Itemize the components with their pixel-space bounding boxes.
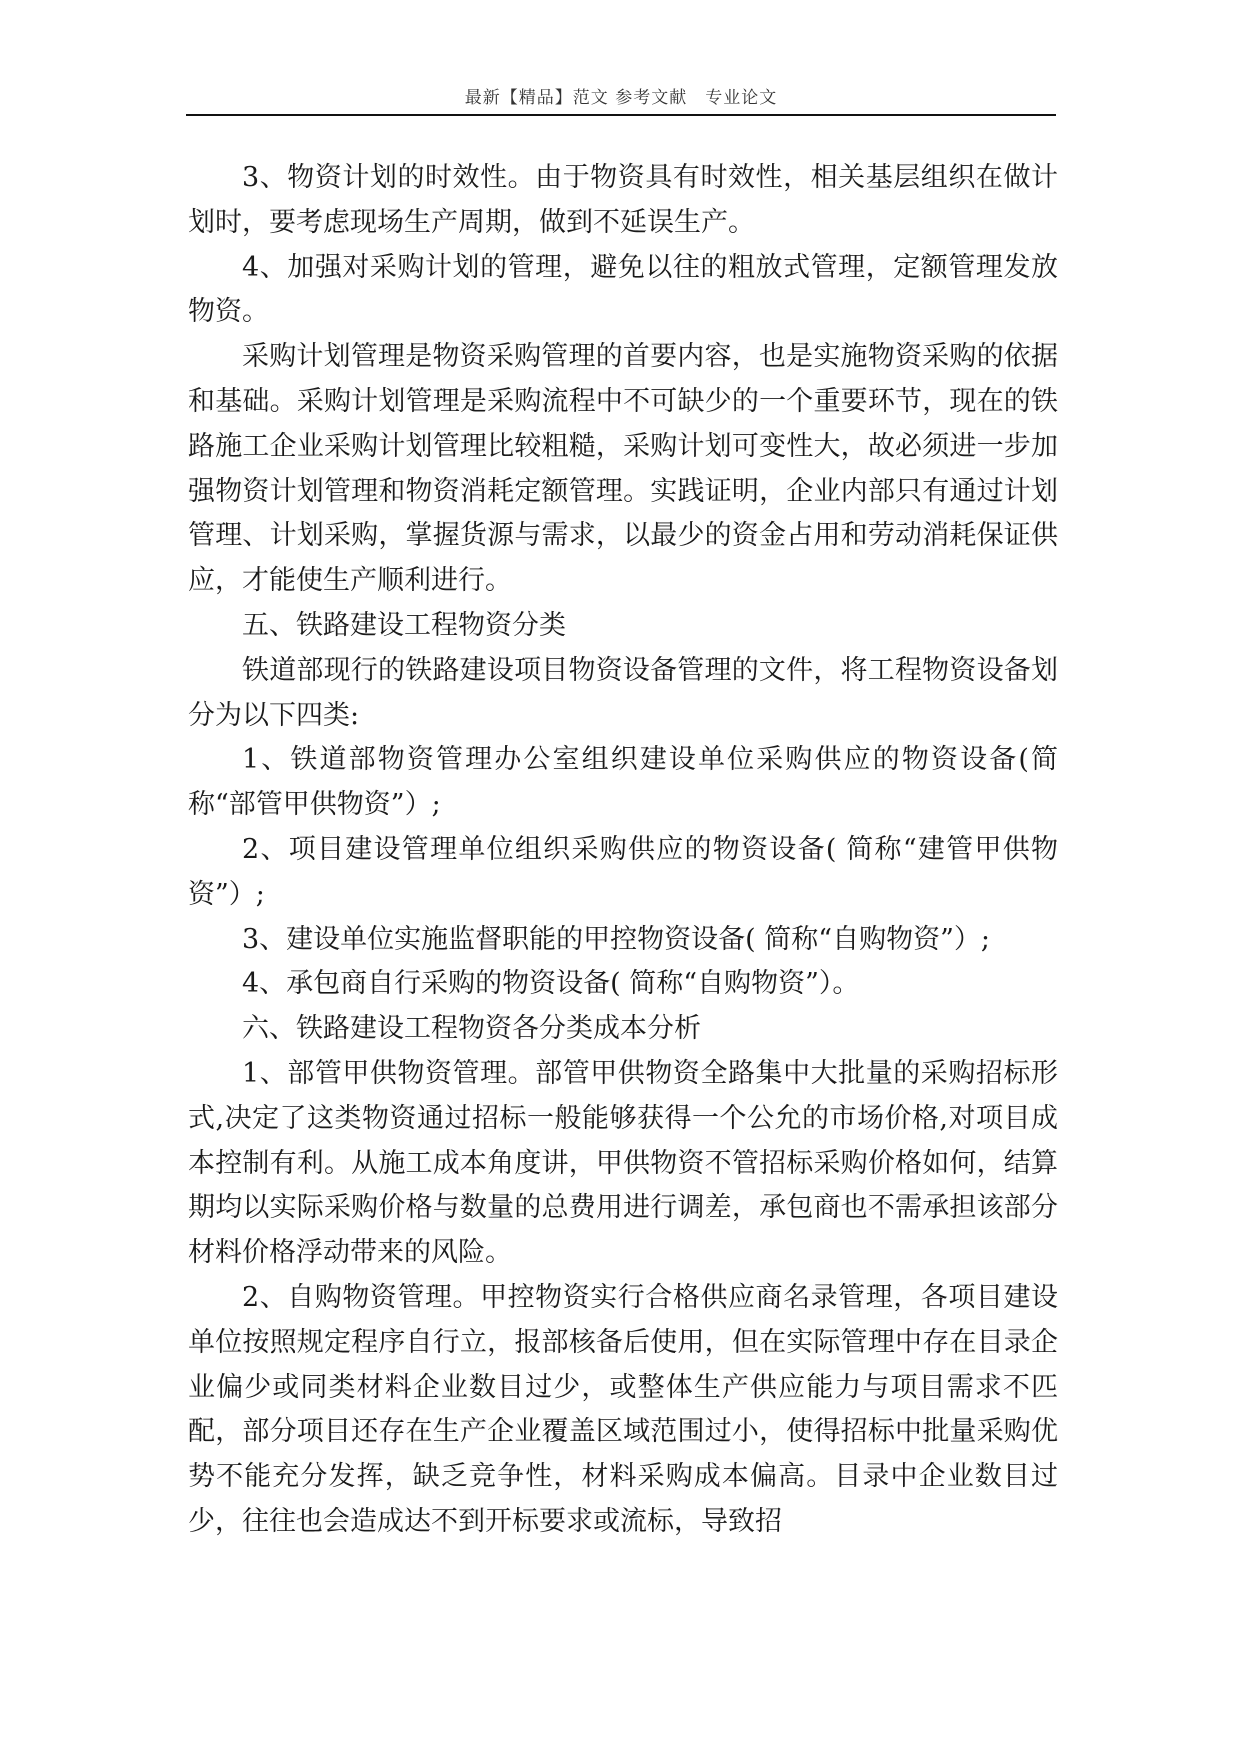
paragraph-self-purchased: 2、自购物资管理。甲控物资实行合格供应商名录管理，各项目建设单位按照规定程序自行立，报部核备后使用，但在实际管理中存在目录企业偏少或同类材料企业数目过少，或整体生产供应能力与项目需求不匹配，部分项目还存在生产企业覆盖区域范围过小，使得招标中批量采购优势不能充分发挥，缺乏竞争性，材料采购成本偏高。目录中企业数目过少，往往也会造成达不到开标要求或流标，导致招: [188, 1281, 1058, 1537]
list-item-category-2: 2、项目建设管理单位组织采购供应的物资设备( 简称“建管甲供物资”）;: [188, 833, 1058, 910]
paragraph-plan-management: 4、加强对采购计划的管理，避免以往的粗放式管理，定额管理发放物资。: [188, 251, 1058, 328]
paragraph-classification-intro: 铁道部现行的铁路建设项目物资设备管理的文件，将工程物资设备划分为以下四类:: [188, 654, 1058, 731]
page-header: 最新【精品】范文 参考文献 专业论文: [464, 88, 778, 108]
paragraph-plan-timeliness: 3、物资计划的时效性。由于物资具有时效性，相关基层组织在做计划时，要考虑现场生产周期，做到不延误生产。: [188, 162, 1058, 238]
list-item-category-4: 4、承包商自行采购的物资设备( 简称“自购物资”）。: [242, 968, 860, 1000]
paragraph-plan-importance: 采购计划管理是物资采购管理的首要内容，也是实施物资采购的依据和基础。采购计划管理是采购流程中不可缺少的一个重要环节，现在的铁路施工企业采购计划管理比较粗糙，采购计划可变性大，故必须进一步加强物资计划管理和物资消耗定额管理。实践证明，企业内部只有通过计划管理、计划采购，掌握货源与需求，以最少的资金占用和劳动消耗保证供应，才能使生产顺利进行。: [188, 341, 1058, 597]
list-item-category-3: 3、建设单位实施监督职能的甲控物资设备( 简称“自购物资”）;: [242, 923, 990, 955]
header-divider: [186, 114, 1056, 116]
document-body: [188, 156, 1058, 1545]
section-heading-classification: 五、铁路建设工程物资分类: [242, 609, 566, 641]
paragraph-ministry-supplied: 1、部管甲供物资管理。部管甲供物资全路集中大批量的采购招标形式,决定了这类物资通过招标一般能够获得一个公允的市场价格,对项目成本控制有利。从施工成本角度讲，甲供物资不管招标采购价格如何，结算期均以实际采购价格与数量的总费用进行调差，承包商也不需承担该部分材料价格浮动带来的风险。: [188, 1057, 1058, 1269]
list-item-category-1: 1、铁道部物资管理办公室组织建设单位采购供应的物资设备(简称“部管甲供物资”）;: [188, 744, 1058, 821]
section-heading-cost-analysis: 六、铁路建设工程物资各分类成本分析: [242, 1013, 701, 1045]
